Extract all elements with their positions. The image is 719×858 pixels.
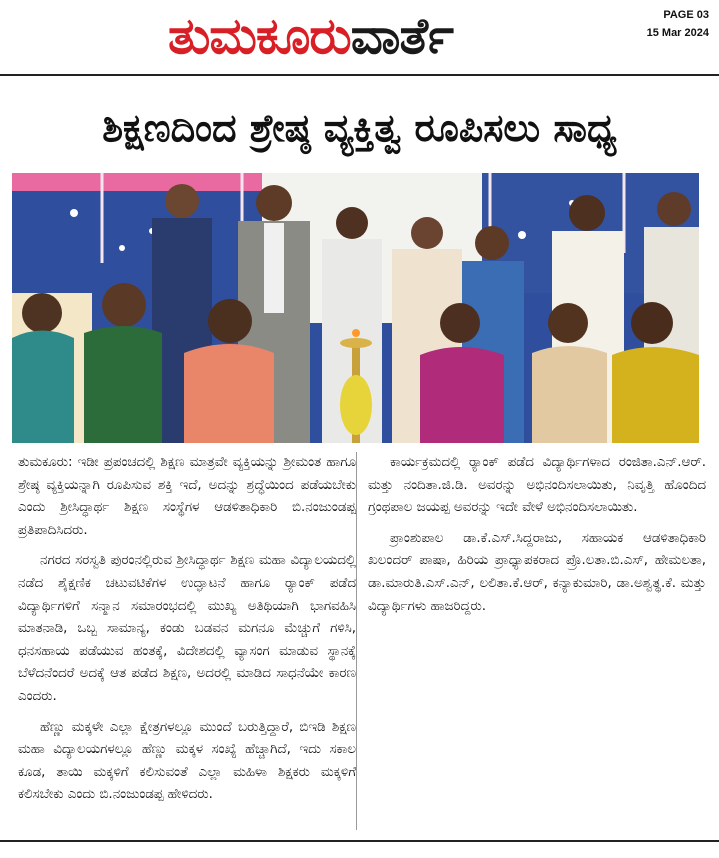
- headline: ಶಿಕ್ಷಣದಿಂದ ಶ್ರೇಷ್ಠ ವ್ಯಕ್ತಿತ್ವ ರೂಪಿಸಲು ಸಾಧ್ಯ: [102, 106, 617, 150]
- article-paragraph-1: ತುಮಕೂರು: ಇಡೀ ಪ್ರಪಂಚದಲ್ಲಿ ಶಿಕ್ಷಣ ಮಾತ್ರವೇ ವ್ಯಕ್ತಿಯನ್ನು ಶ್ರೀಮಂತ ಹಾಗೂ ಶ್ರೇಷ್ಠ ವ್ಯಕ್ತಿಯನ್ನಾಗಿ ರೂಪಿಸುವ ಶಕ್ತಿ ಇದೆ, ಅದನ್ನು ಶ್ರದ್ಧೆಯಿಂದ ಪಡೆಯಬೇಕು ಎಂದು ಶ್ರೀಸಿದ್ಧಾರ್ಥ ಶಿಕ್ಷಣ ಸಂಸ್ಥೆಗಳ ಆಡಳಿತಾಧಿಕಾರಿ ಬಿ.ನಂಜುಂಡಪ್ಪ ಪ್ರತಿಪಾದಿಸಿದರು.: [18, 455, 356, 538]
- column-divider: [356, 452, 357, 830]
- event-photo-illustration: [12, 173, 699, 443]
- article-paragraph-4: ಕಾರ್ಯಕ್ರಮದಲ್ಲಿ ರ್‍ಯಾಂಕ್ ಪಡೆದ ವಿದ್ಯಾರ್ಥಿಗಳಾದ ರಂಜಿತಾ.ಎನ್.ಆರ್. ಮತ್ತು ನಂದಿತಾ.ಜಿ.ಡಿ. ಅವರನ್ನು ಅಭಿನಂದಿಸಲಾಯಿತು, ನಿವೃತ್ತಿ ಹೊಂದಿದ ಗ್ರಂಥಪಾಲ ಜಯಪ್ಪ ಅವರನ್ನು ಇದೇ ವೇಳೆ ಅಭಿನಂದಿಸಲಾಯಿತು.: [368, 455, 706, 516]
- page-info: [647, 6, 709, 42]
- logo-part-2: ವಾರ್ತೆ: [350, 7, 453, 65]
- article-column-left: [18, 452, 356, 815]
- event-photo: [12, 173, 699, 443]
- masthead: [0, 0, 719, 78]
- article-paragraph-3: ಹೆಣ್ಣು ಮಕ್ಕಳೇ ಎಲ್ಲಾ ಕ್ಷೇತ್ರಗಳಲ್ಲೂ ಮುಂದೆ ಬರುತ್ತಿದ್ದಾರೆ, ಬಿಇಡಿ ಶಿಕ್ಷಣ ಮಹಾ ವಿದ್ಯಾಲಯಗಳಲ್ಲೂ ಹೆಣ್ಣು ಮಕ್ಕಳ ಸಂಖ್ಯೆ ಹೆಚ್ಚಾಗಿದೆ, ಇದು ಸಕಾಲ ಕೂಡ, ತಾಯಿ ಮಕ್ಕಳಿಗೆ ಕಲಿಸುವಂತೆ ಎಲ್ಲಾ ಮಹಿಳಾ ಶಿಕ್ಷಕರು ಮಕ್ಕಳಿಗೆ ಕಲಿಸಬೇಕು ಎಂದು ಬಿ.ನಂಜುಂಡಪ್ಪ ಹೇಳಿದರು.: [18, 719, 356, 803]
- newspaper-logo: [168, 4, 453, 68]
- bottom-rule: [0, 840, 719, 842]
- masthead-rule: [0, 74, 719, 76]
- article-paragraph-5: ಪ್ರಾಂಶುಪಾಲ ಡಾ.ಕೆ.ಎಸ್.ಸಿದ್ದರಾಜು, ಸಹಾಯಕ ಆಡಳಿತಾಧಿಕಾರಿ ಖಲಂದರ್ ಪಾಷಾ, ಹಿರಿಯ ಪ್ರಾಧ್ಯಾಪಕರಾದ ಪ್ರೊ.ಲತಾ.ಬಿ.ಎಸ್, ಹೇಮಲತಾ, ಡಾ.ಮಾರುತಿ.ಎಸ್.ಎನ್, ಲಲಿತಾ.ಕೆ.ಆರ್, ಕನ್ಯಾಕುಮಾರಿ, ಡಾ.ಅಶ್ವತ್ಥ.ಕೆ. ಮತ್ತು ವಿದ್ಯಾರ್ಥಿಗಳು ಹಾಜರಿದ್ದರು.: [368, 530, 706, 614]
- article-column-right: [368, 452, 706, 626]
- page-number: PAGE 03: [663, 9, 709, 21]
- article-paragraph-2: ನಗರದ ಸರಸ್ವತಿ ಪುರಂನಲ್ಲಿರುವ ಶ್ರೀಸಿದ್ಧಾರ್ಥ ಶಿಕ್ಷಣ ಮಹಾ ವಿದ್ಯಾಲಯದಲ್ಲಿ ನಡೆದ ಶೈಕ್ಷಣಿಕ ಚಟುವಟಿಕೆಗಳ ಉದ್ಘಾಟನೆ ಹಾಗೂ ರ್‍ಯಾಂಕ್ ಪಡೆದ ವಿದ್ಯಾರ್ಥಿಗಳಿಗೆ ಸನ್ಮಾನ ಸಮಾರಂಭದಲ್ಲಿ ಮುಖ್ಯ ಅತಿಥಿಯಾಗಿ ಭಾಗವಹಿಸಿ ಮಾತನಾಡಿ, ಒಬ್ಬ ಸಾಮಾನ್ಯ, ಕಂಡು ಬಡವನ ಮಗನೂ ಮೆಚ್ಚುಗೆ ಗಳಿಸಿ, ಧನಸಹಾಯ ಪಡೆಯುವ ಹಂತಕ್ಕೆ, ವಿದೇಶದಲ್ಲಿ ವ್ಯಾಸಂಗ ಮಾಡುವ ಸ್ಥಾನಕ್ಕೆ ಬೆಳೆದನೆಂದರೆ ಅದಕ್ಕೆ ಆತ ಪಡೆದ ಶಿಕ್ಷಣ, ಅದರಲ್ಲಿ ಮಾಡಿದ ಸಾಧನೆಯೇ ಕಾರಣ ಎಂದರು.: [18, 553, 356, 704]
- issue-date: 15 Mar 2024: [646, 27, 709, 39]
- logo-part-1: ತುಮಕೂರು: [168, 7, 351, 65]
